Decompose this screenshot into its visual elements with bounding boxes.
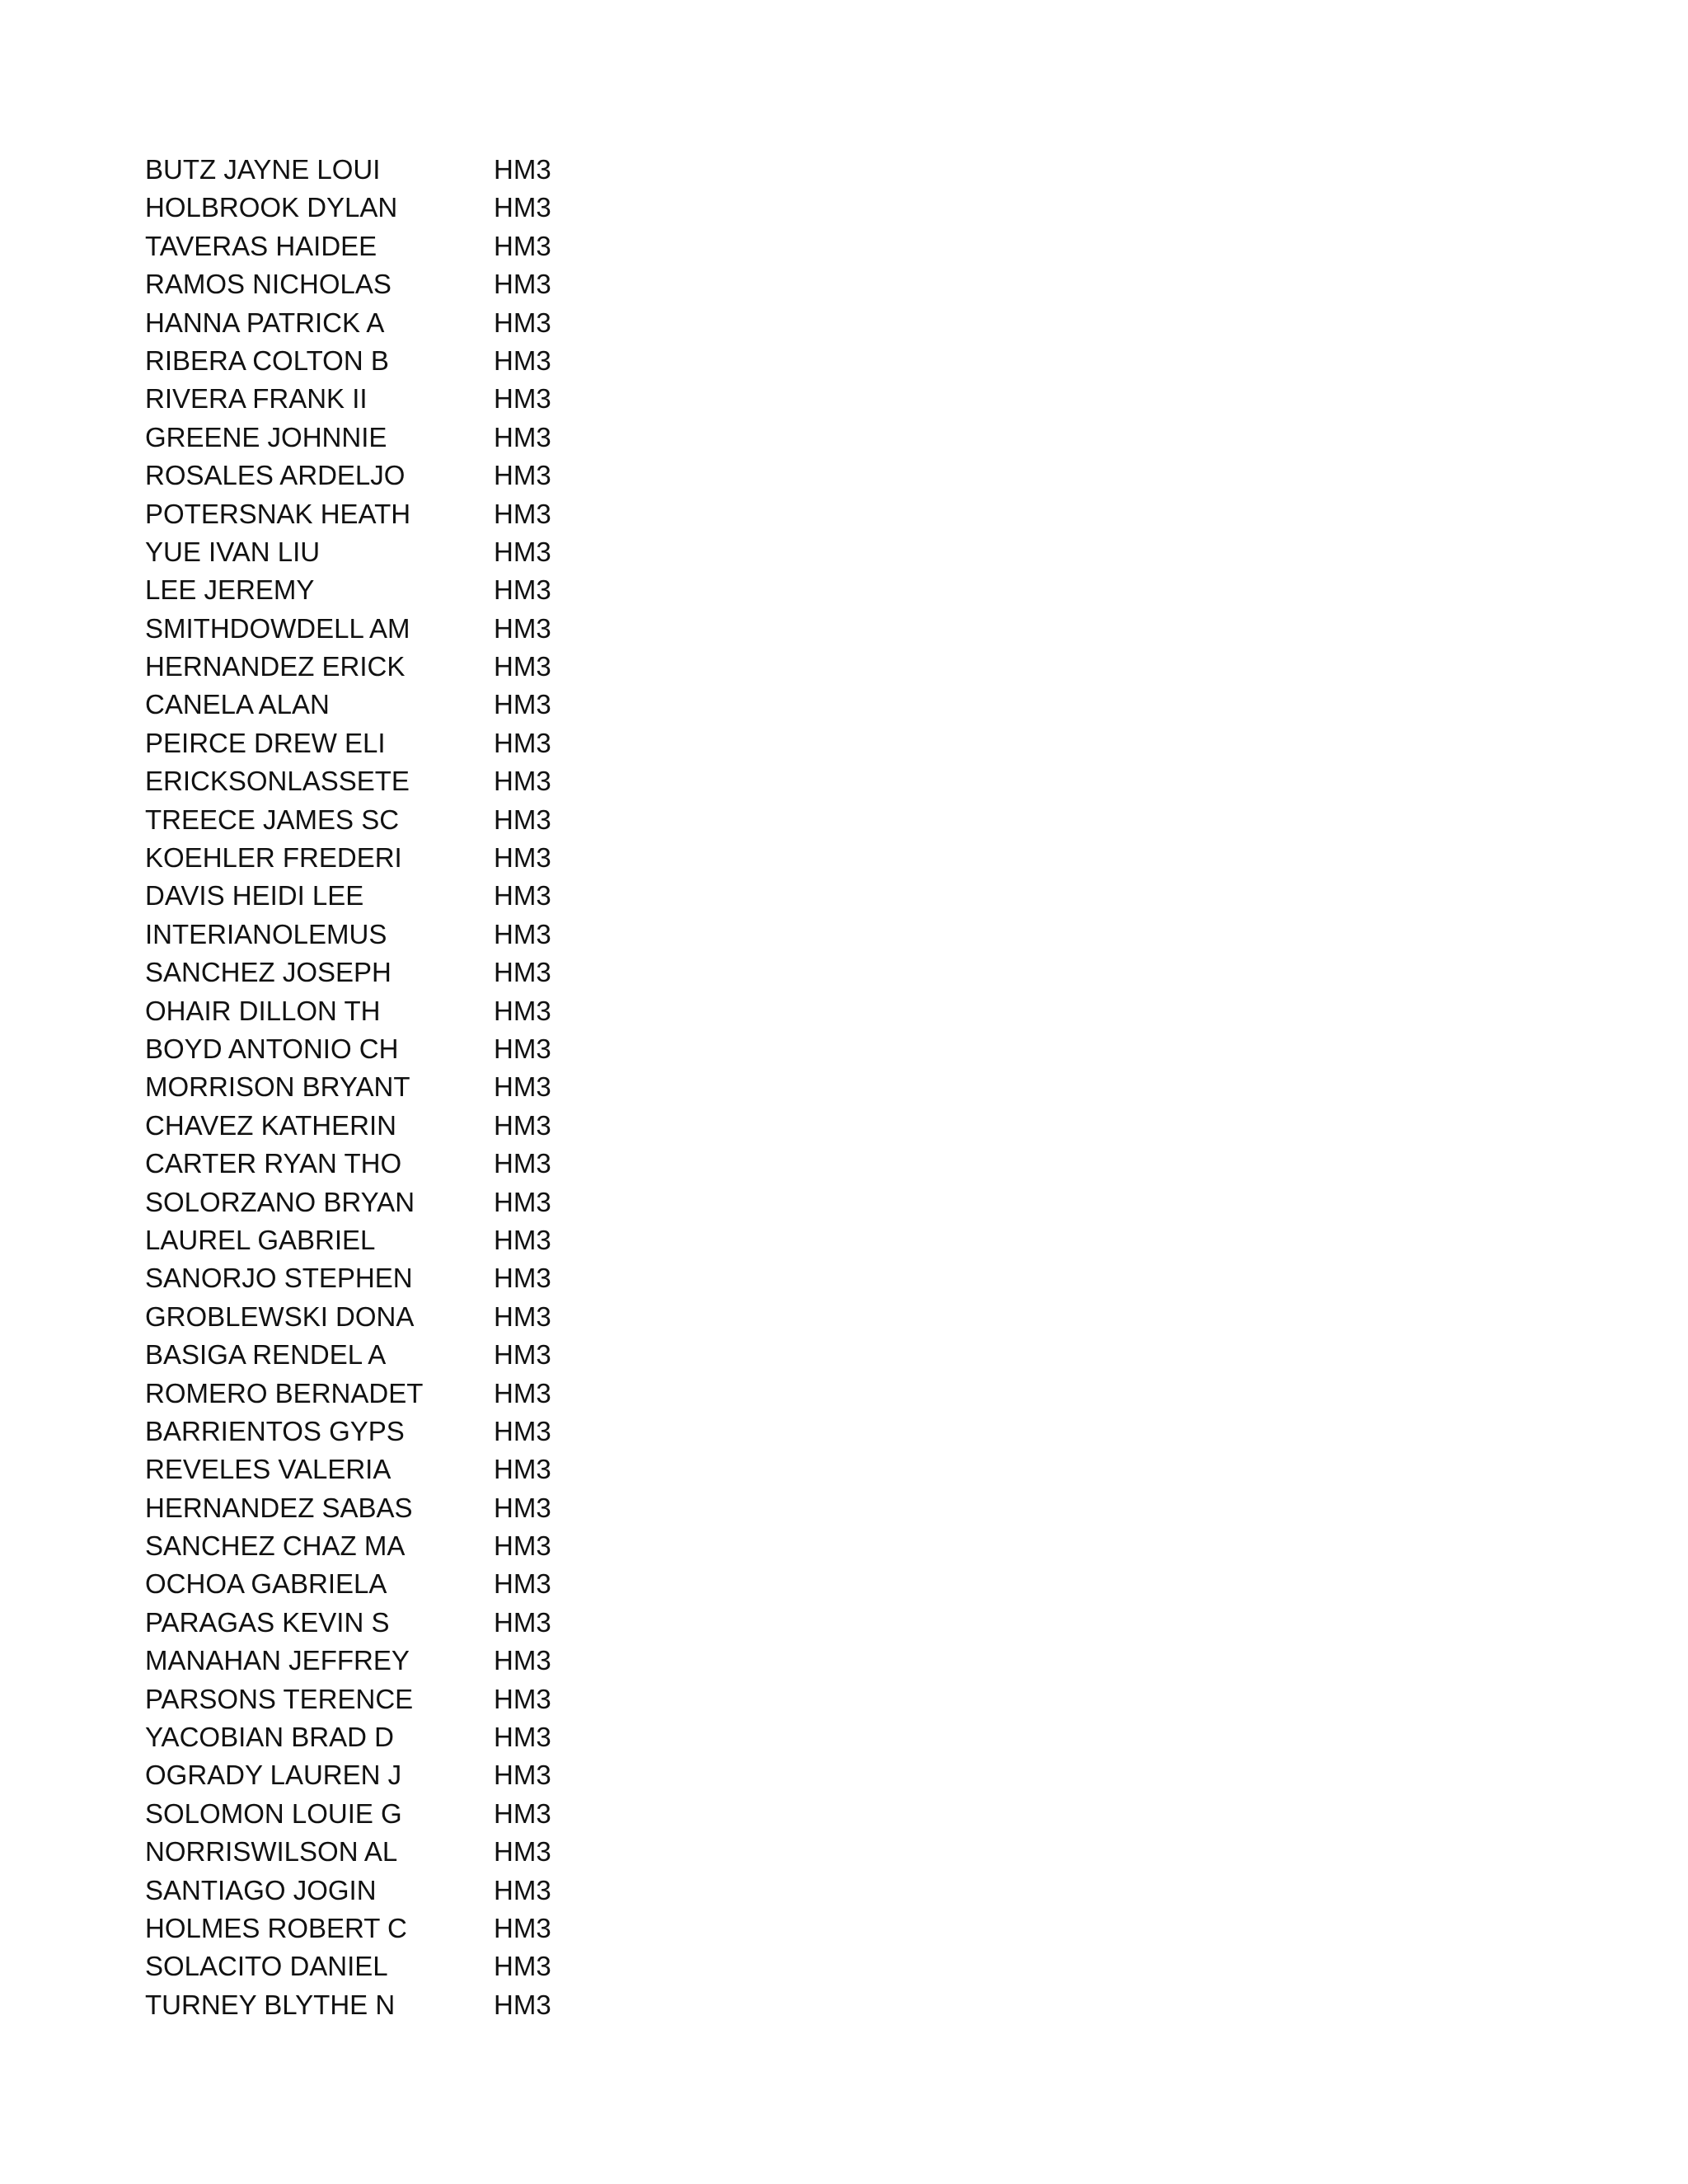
list-item [145, 1565, 551, 1603]
person-name: TREECE JAMES SC [145, 804, 400, 835]
rate-code: HM3 [494, 1874, 551, 1905]
rate-code: HM3 [494, 230, 551, 261]
list-item [145, 916, 551, 954]
list-item [145, 1756, 551, 1794]
person-name: NORRISWILSON AL [145, 1836, 398, 1868]
rate-code: HM3 [494, 574, 551, 606]
person-name: SOLORZANO BRYAN [145, 1186, 415, 1217]
roster-list [145, 151, 551, 2024]
person-name: REVELES VALERIA [145, 1454, 392, 1485]
rate-code: HM3 [494, 1263, 551, 1294]
list-item [145, 495, 551, 533]
person-name: RIBERA COLTON B [145, 344, 389, 376]
rate-code: HM3 [494, 1951, 551, 1982]
person-name: SANTIAGO JOGIN [145, 1874, 377, 1905]
person-name: OCHOA GABRIELA [145, 1568, 387, 1600]
rate-code: HM3 [494, 307, 551, 338]
rate-code: HM3 [494, 1224, 551, 1255]
list-item [145, 227, 551, 265]
person-name: SANCHEZ JOSEPH [145, 957, 392, 988]
rate-code: HM3 [494, 1071, 551, 1103]
list-item [145, 1183, 551, 1221]
person-name: OHAIR DILLON TH [145, 995, 381, 1026]
person-name: GROBLEWSKI DONA [145, 1301, 415, 1332]
rate-code: HM3 [494, 536, 551, 567]
rate-code: HM3 [494, 1454, 551, 1485]
list-item [145, 1221, 551, 1259]
rate-code: HM3 [494, 1301, 551, 1332]
list-item [145, 724, 551, 762]
rate-code: HM3 [494, 192, 551, 223]
rate-code: HM3 [494, 842, 551, 874]
rate-code: HM3 [494, 995, 551, 1026]
rate-code: HM3 [494, 612, 551, 644]
rate-code: HM3 [494, 804, 551, 835]
rate-code: HM3 [494, 1836, 551, 1868]
list-item [145, 762, 551, 800]
list-item [145, 457, 551, 494]
rate-code: HM3 [494, 1912, 551, 1943]
list-item [145, 839, 551, 877]
person-name: ROMERO BERNADET [145, 1377, 424, 1408]
person-name: BASIGA RENDEL A [145, 1339, 387, 1371]
person-name: CANELA ALAN [145, 689, 330, 720]
person-name: HANNA PATRICK A [145, 307, 385, 338]
person-name: INTERIANOLEMUS [145, 918, 387, 949]
person-name: DAVIS HEIDI LEE [145, 880, 364, 912]
person-name: YACOBIAN BRAD D [145, 1722, 394, 1753]
rate-code: HM3 [494, 1797, 551, 1829]
list-item [145, 686, 551, 724]
list-item [145, 419, 551, 457]
person-name: MANAHAN JEFFREY [145, 1645, 410, 1676]
list-item [145, 1833, 551, 1871]
list-item [145, 1489, 551, 1527]
list-item [145, 265, 551, 303]
person-name: SANORJO STEPHEN [145, 1263, 413, 1294]
list-item [145, 610, 551, 648]
list-item [145, 1604, 551, 1642]
list-item [145, 304, 551, 342]
person-name: BOYD ANTONIO CH [145, 1033, 399, 1064]
person-name: TAVERAS HAIDEE [145, 230, 377, 261]
rate-code: HM3 [494, 957, 551, 988]
rate-code: HM3 [494, 1492, 551, 1523]
list-item [145, 648, 551, 686]
list-item [145, 1910, 551, 1947]
rate-code: HM3 [494, 1530, 551, 1562]
person-name: PARSONS TERENCE [145, 1683, 414, 1714]
person-name: RAMOS NICHOLAS [145, 269, 392, 300]
person-name: OGRADY LAUREN J [145, 1760, 402, 1791]
list-item [145, 1068, 551, 1106]
rate-code: HM3 [494, 1683, 551, 1714]
list-item [145, 189, 551, 227]
rate-code: HM3 [494, 1339, 551, 1371]
person-name: SANCHEZ CHAZ MA [145, 1530, 406, 1562]
rate-code: HM3 [494, 154, 551, 185]
rate-code: HM3 [494, 1148, 551, 1179]
rate-code: HM3 [494, 1109, 551, 1141]
rate-code: HM3 [494, 1760, 551, 1791]
person-name: HOLBROOK DYLAN [145, 192, 398, 223]
rate-code: HM3 [494, 727, 551, 758]
rate-code: HM3 [494, 918, 551, 949]
person-name: SMITHDOWDELL AM [145, 612, 410, 644]
list-item [145, 1413, 551, 1451]
list-item [145, 1145, 551, 1183]
list-item [145, 1680, 551, 1718]
list-item [145, 954, 551, 991]
rate-code: HM3 [494, 689, 551, 720]
list-item [145, 342, 551, 380]
rate-code: HM3 [494, 269, 551, 300]
rate-code: HM3 [494, 1989, 551, 2020]
rate-code: HM3 [494, 1606, 551, 1638]
list-item [145, 801, 551, 839]
rate-code: HM3 [494, 1033, 551, 1064]
person-name: POTERSNAK HEATH [145, 498, 411, 529]
list-item [145, 1030, 551, 1068]
list-item [145, 571, 551, 609]
list-item [145, 1986, 551, 2024]
list-item [145, 1527, 551, 1565]
rate-code: HM3 [494, 651, 551, 682]
person-name: BUTZ JAYNE LOUI [145, 154, 381, 185]
person-name: CARTER RYAN THO [145, 1148, 402, 1179]
person-name: YUE IVAN LIU [145, 536, 321, 567]
person-name: ROSALES ARDELJO [145, 460, 406, 491]
person-name: HOLMES ROBERT C [145, 1912, 407, 1943]
rate-code: HM3 [494, 1377, 551, 1408]
list-item [145, 533, 551, 571]
rate-code: HM3 [494, 880, 551, 912]
rate-code: HM3 [494, 1186, 551, 1217]
person-name: MORRISON BRYANT [145, 1071, 410, 1103]
person-name: RIVERA FRANK II [145, 383, 368, 415]
list-item [145, 1872, 551, 1910]
person-name: HERNANDEZ SABAS [145, 1492, 413, 1523]
person-name: ERICKSONLASSETE [145, 766, 410, 797]
list-item [145, 1336, 551, 1374]
person-name: KOEHLER FREDERI [145, 842, 402, 874]
person-name: LEE JEREMY [145, 574, 315, 606]
list-item [145, 151, 551, 189]
rate-code: HM3 [494, 1415, 551, 1446]
person-name: TURNEY BLYTHE N [145, 1989, 396, 2020]
list-item [145, 1107, 551, 1145]
person-name: CHAVEZ KATHERIN [145, 1109, 396, 1141]
person-name: HERNANDEZ ERICK [145, 651, 406, 682]
list-item [145, 1795, 551, 1833]
rate-code: HM3 [494, 1722, 551, 1753]
list-item [145, 1947, 551, 1985]
person-name: GREENE JOHNNIE [145, 421, 387, 452]
person-name: LAUREL GABRIEL [145, 1224, 376, 1255]
person-name: SOLOMON LOUIE G [145, 1797, 402, 1829]
rate-code: HM3 [494, 498, 551, 529]
rate-code: HM3 [494, 460, 551, 491]
list-item [145, 1298, 551, 1336]
person-name: SOLACITO DANIEL [145, 1951, 388, 1982]
person-name: PARAGAS KEVIN S [145, 1606, 390, 1638]
rate-code: HM3 [494, 344, 551, 376]
rate-code: HM3 [494, 766, 551, 797]
list-item [145, 380, 551, 418]
rate-code: HM3 [494, 1645, 551, 1676]
list-item [145, 877, 551, 915]
list-item [145, 1642, 551, 1680]
list-item [145, 992, 551, 1030]
list-item [145, 1375, 551, 1413]
rate-code: HM3 [494, 1568, 551, 1600]
person-name: PEIRCE DREW ELI [145, 727, 386, 758]
person-name: BARRIENTOS GYPS [145, 1415, 405, 1446]
rate-code: HM3 [494, 421, 551, 452]
list-item [145, 1718, 551, 1756]
list-item [145, 1451, 551, 1488]
list-item [145, 1259, 551, 1297]
rate-code: HM3 [494, 383, 551, 415]
